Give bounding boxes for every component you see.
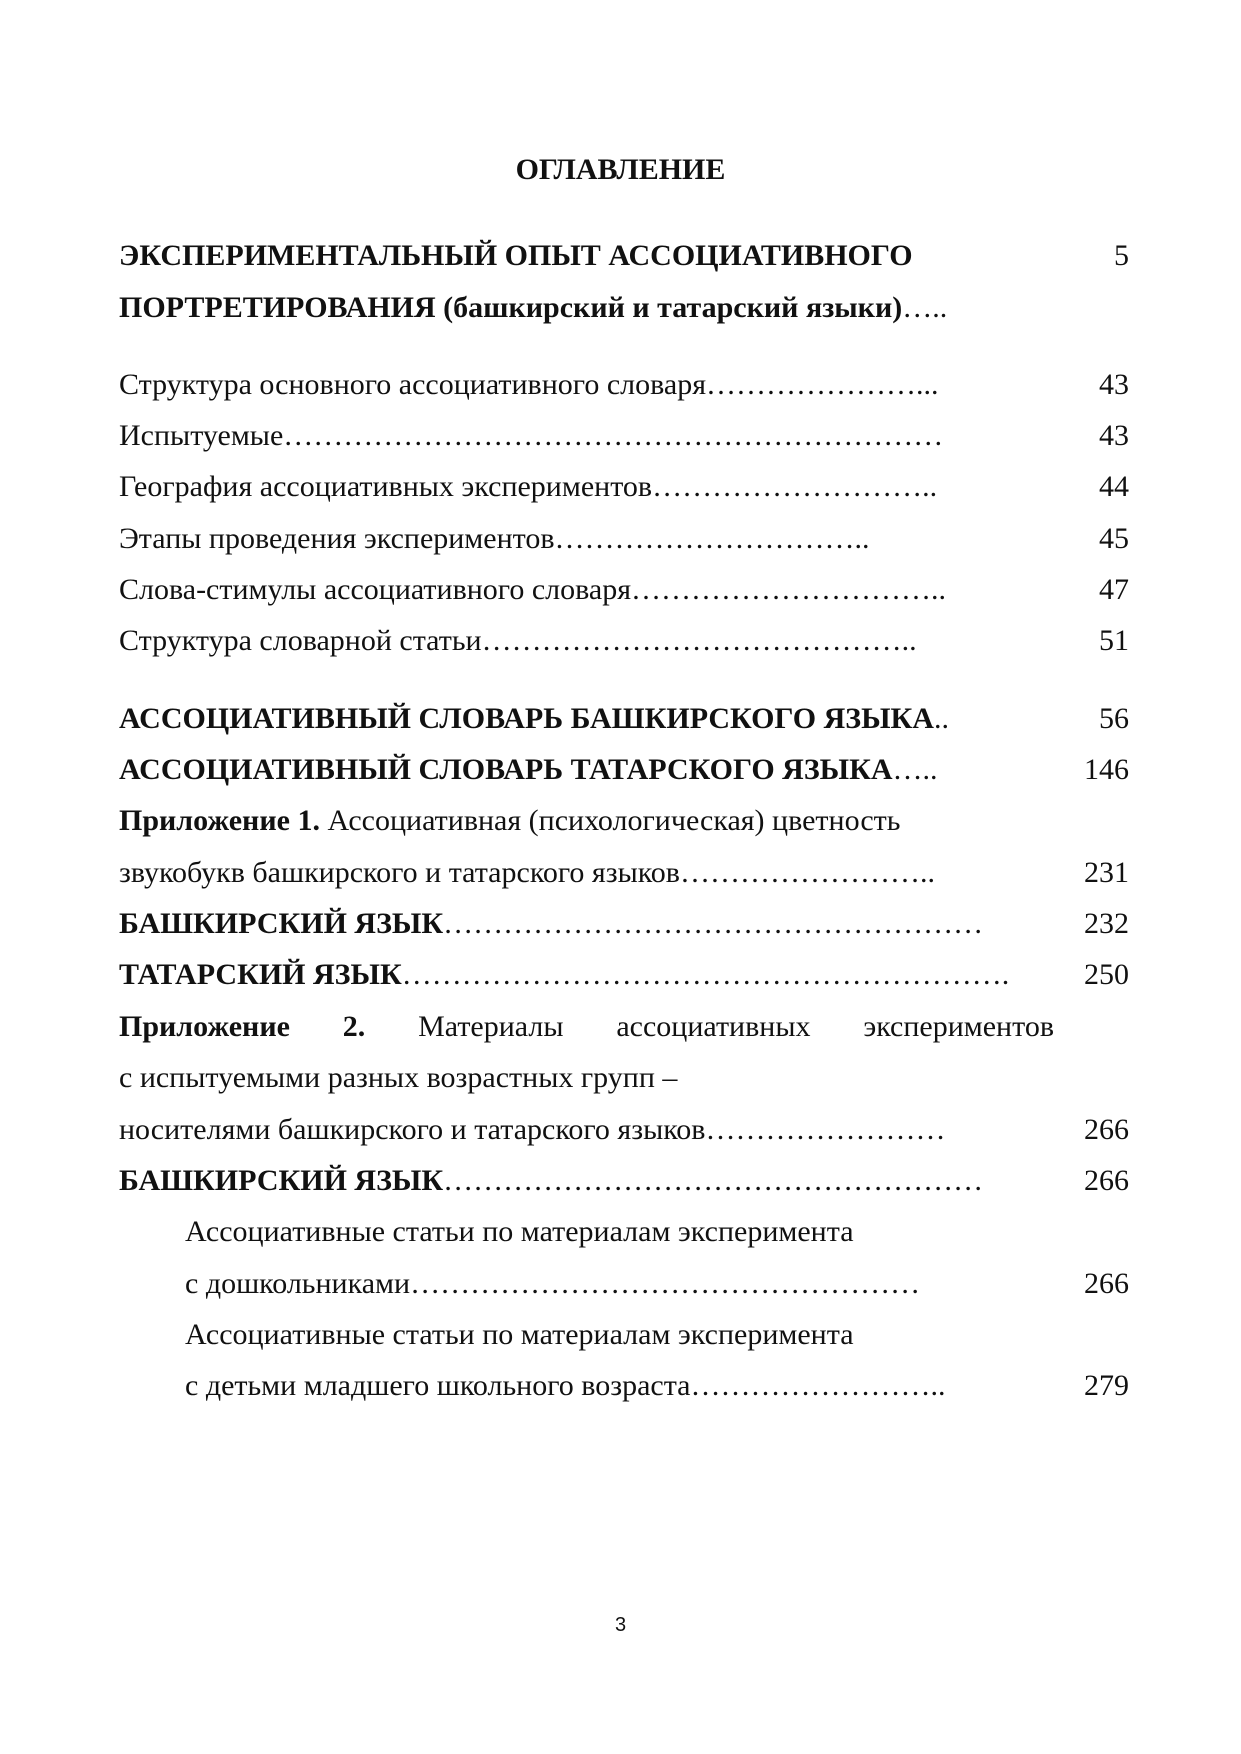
toc-page-number: 279 xyxy=(1084,1369,1129,1402)
toc-entry-title: с дошкольниками xyxy=(185,1267,411,1300)
toc-leader-dots: ….. xyxy=(892,753,938,786)
toc-leader-dots: ……………………………………………… xyxy=(443,907,984,940)
toc-entry-title: с детьми младшего школьного возраста xyxy=(185,1369,691,1402)
page-footer-number: 3 xyxy=(614,1614,627,1636)
toc-entry-title: ПОРТРЕТИРОВАНИЯ (башкирский и татарский языки) xyxy=(119,291,903,324)
toc-leader-dots: …………………………………….. xyxy=(481,624,917,657)
toc-leader-dots: …………………….. xyxy=(679,856,935,889)
toc-page-number: 266 xyxy=(1084,1164,1129,1197)
toc-entry-title: Ассоциативные статьи по материалам эксперимента xyxy=(185,1215,854,1248)
toc-entry[interactable] xyxy=(119,1058,1054,1098)
toc-page-number: 146 xyxy=(1084,753,1129,786)
toc-entry[interactable] xyxy=(185,1264,1054,1304)
toc-entry[interactable] xyxy=(185,1315,1054,1355)
toc-entry-word: Материалы xyxy=(418,1010,564,1043)
toc-entry-title: БАШКИРСКИЙ ЯЗЫК xyxy=(119,907,444,940)
toc-page-number: 5 xyxy=(1114,239,1129,272)
toc-page-number: 51 xyxy=(1099,624,1129,657)
toc-entry[interactable] xyxy=(119,1161,1054,1201)
toc-entry-label: Приложение xyxy=(119,1010,290,1043)
toc-entry[interactable] xyxy=(119,699,1054,739)
toc-entry-word: ассоциативных xyxy=(616,1010,811,1043)
toc-entry-title: с испытуемыми разных возрастных групп – xyxy=(119,1061,678,1094)
toc-leader-dots: …………………….. xyxy=(690,1369,946,1402)
toc-entry-title: ТАТАРСКИЙ ЯЗЫК xyxy=(119,958,402,991)
toc-page-number: 266 xyxy=(1084,1113,1129,1146)
toc-entry-title: Структура словарной статьи xyxy=(119,624,482,657)
toc-entry-title: носителями башкирского и татарского языков xyxy=(119,1113,706,1146)
toc-entry[interactable] xyxy=(119,467,1054,507)
toc-entry[interactable] xyxy=(119,955,1054,995)
toc-entry-title: ЭКСПЕРИМЕНТАЛЬНЫЙ ОПЫТ АССОЦИАТИВНОГО xyxy=(119,239,913,272)
toc-entry[interactable] xyxy=(119,904,1054,944)
toc-leader-dots: ……………………………………………… xyxy=(443,1164,984,1197)
toc-entry-label-number: 2. xyxy=(342,1010,366,1043)
toc-entry[interactable] xyxy=(119,750,1054,790)
toc-leader-dots: ………………………….. xyxy=(631,573,947,606)
toc-entry[interactable] xyxy=(119,236,1054,276)
toc-leader-dots: …………………………………………… xyxy=(410,1267,921,1300)
toc-entry-title: Ассоциативные статьи по материалам эксперимента xyxy=(185,1318,854,1351)
toc-leader-dots: ………………………………………………………… xyxy=(283,419,944,452)
toc-leader-dots: ………………………….. xyxy=(554,522,870,555)
toc-page-number: 47 xyxy=(1099,573,1129,606)
toc-entry-title: АССОЦИАТИВНЫЙ СЛОВАРЬ БАШКИРСКОГО ЯЗЫКА xyxy=(119,702,934,735)
toc-entry-title: АССОЦИАТИВНЫЙ СЛОВАРЬ ТАТАРСКОГО ЯЗЫКА xyxy=(119,753,893,786)
toc-leader-dots: ……………………….. xyxy=(652,470,938,503)
toc-leader-dots: ……………………………………………………. xyxy=(401,958,1010,991)
toc-page-number: 43 xyxy=(1099,419,1129,452)
toc-entry[interactable] xyxy=(119,1007,1054,1047)
toc-entry[interactable] xyxy=(119,853,1054,893)
page-title: ОГЛАВЛЕНИЕ xyxy=(515,153,726,186)
toc-entry[interactable] xyxy=(119,1110,1054,1150)
toc-leader-dots: .. xyxy=(933,702,949,735)
toc-entry-title: География ассоциативных экспериментов xyxy=(119,470,653,503)
toc-entry-title: БАШКИРСКИЙ ЯЗЫК xyxy=(119,1164,444,1197)
toc-entry-label: Приложение 1. xyxy=(119,804,320,837)
toc-entry-title: Слова-стимулы ассоциативного словаря xyxy=(119,573,632,606)
toc-entry[interactable] xyxy=(119,801,1054,841)
toc-entry[interactable] xyxy=(119,365,1054,405)
toc-page-number: 45 xyxy=(1099,522,1129,555)
toc-leader-dots: …………………... xyxy=(706,368,939,401)
toc-page-number: 250 xyxy=(1084,958,1129,991)
toc-entry-word: экспериментов xyxy=(863,1010,1054,1043)
toc-entry-title: Испытуемые xyxy=(119,419,284,452)
toc-entry[interactable] xyxy=(119,416,1054,456)
toc-page-number: 56 xyxy=(1099,702,1129,735)
toc-entry[interactable] xyxy=(185,1366,1054,1406)
toc-leader-dots: …………………… xyxy=(705,1113,946,1146)
toc-entry-title: Ассоциативная (психологическая) цветность xyxy=(319,804,901,837)
toc-page-number: 232 xyxy=(1084,907,1129,940)
toc-entry[interactable] xyxy=(119,570,1054,610)
toc-entry[interactable] xyxy=(185,1212,1054,1252)
toc-entry[interactable] xyxy=(119,621,1054,661)
toc-leader-dots: ….. xyxy=(902,291,948,324)
toc-entry[interactable] xyxy=(119,288,1054,328)
toc-entry-title: звукобукв башкирского и татарского языков xyxy=(119,856,680,889)
toc-page-number: 266 xyxy=(1084,1267,1129,1300)
toc-entry[interactable] xyxy=(119,519,1054,559)
toc-page-number: 43 xyxy=(1099,368,1129,401)
toc-page-number: 44 xyxy=(1099,470,1129,503)
toc-entry-title: Структура основного ассоциативного словаря xyxy=(119,368,707,401)
toc-entry-title: Этапы проведения экспериментов xyxy=(119,522,555,555)
toc-page-number: 231 xyxy=(1084,856,1129,889)
